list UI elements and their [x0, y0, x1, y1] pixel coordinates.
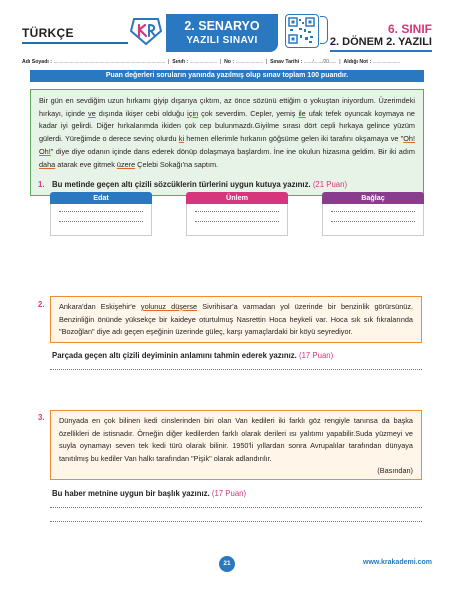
question-3-text: Bu haber metnine uygun bir başlık yazınız. (17 Puan)	[52, 489, 247, 498]
question-1-text: Bu metinde geçen altı çizili sözcüklerin türlerini uygun kutuya yazınız. (21 Puan)	[52, 180, 348, 189]
answer-area[interactable]	[322, 204, 424, 236]
class-field[interactable]: Sınıfı : ......................	[172, 59, 217, 65]
question-3-number: 3.	[38, 413, 45, 422]
qr-code-icon[interactable]	[285, 14, 319, 48]
question-2-answer-line[interactable]	[50, 369, 422, 370]
underlined-word: ile	[298, 108, 306, 118]
term-label: 2. DÖNEM 2. YAZILI	[329, 36, 432, 48]
grade-label: 6. SINIF	[387, 22, 432, 36]
underlined-word: Oh! Oh!	[39, 134, 415, 156]
student-info-row: Adı Soyadı : .......................................................................................... | Sınıfı : ...................... | No : ...................... | Sınav Tarihi : ......./......./20...... | Aldığı Not : ......................	[22, 59, 400, 65]
source-label: (Basından)	[377, 466, 413, 475]
website-link[interactable]: www.krakademi.com	[363, 559, 432, 566]
underlined-idiom: yolunuz düşerse	[140, 302, 198, 311]
category-label: Bağlaç	[322, 192, 424, 204]
question-1-number: 1.	[38, 180, 45, 189]
subject-title: TÜRKÇE	[22, 26, 74, 40]
question-2-number: 2.	[38, 300, 45, 309]
header-rule-left	[22, 42, 128, 44]
qr-frame-decoration	[320, 16, 328, 44]
publisher-logo-icon	[128, 16, 164, 46]
underlined-word: üzere	[116, 159, 136, 169]
banner-title: 2. SENARYO	[184, 19, 260, 33]
underlined-word: daha	[39, 159, 56, 169]
banner-subtitle: YAZILI SINAVI	[186, 35, 258, 46]
number-field[interactable]: No : ......................	[224, 59, 263, 65]
exam-date-field[interactable]: Sınav Tarihi : ......./......./20......	[270, 59, 337, 65]
question-3-answer-line[interactable]	[50, 521, 422, 522]
grade-received-field[interactable]: Aldığı Not : ......................	[343, 59, 400, 65]
student-name-field[interactable]: Adı Soyadı : ..........................................................................................	[22, 59, 166, 65]
exam-banner	[166, 14, 278, 52]
page-header	[0, 0, 454, 56]
header-rule-right	[330, 50, 432, 52]
category-box-baglac[interactable]	[322, 192, 424, 236]
category-label: Edat	[50, 192, 152, 204]
underlined-word: ki	[178, 134, 185, 144]
answer-area[interactable]	[50, 204, 152, 236]
page-number: 21	[219, 556, 235, 572]
reading-passage: Bir gün en sevdiğim uzun hırkamı giyip dışarıya çıktım, az önce sözünü ettiğim o yokuştan iniyordum. Üzerimdeki hırkayı, içinde ve dışında ikişer cebi olduğu için çok severdim. Cepler, yemiş ile ufak tefek oyuncak koymaya ne kadar iyi gelirdi. Diğer hırkalarımda ikiden çok cep bulunmazdı.Giyilme sırası dört cepli hırkaya gelince yüzüm gülerdi. Yüreğimde o derece sevinç olurdu ki hemen ellerimle hırkanın göğsüme gelen iki tarafını okşamaya ve "Oh! Oh!" diye diye odanın içinde dans ederek dönüp dolaşmaya başlardım. İne ine okulun hizasına geldim. Bir iki adım daha atarak eve gitmek üzere Çelebi Sokağı'na saptım.	[30, 89, 424, 196]
answer-area[interactable]	[186, 204, 288, 236]
underlined-word: ve	[88, 108, 96, 118]
question-2-text: Parçada geçen altı çizili deyiminin anlamını tahmin ederek yazınız. (17 Puan)	[52, 351, 334, 360]
question-3-answer-line[interactable]	[50, 507, 422, 508]
points-notice: Puan değerleri soruların yanında yazılmış olup sınav toplam 100 puandır.	[30, 70, 424, 82]
category-label: Ünlem	[186, 192, 288, 204]
question-3-passage: Dünyada en çok bilinen kedi cinslerinden biri olan Van kedileri iki farklı göz rengiyle tanınsa da başka özellikleri de istisnadır. Örneğin diğer kedilerden farklı olarak derileri ısı yalıtımı yapabilir.Suda yüzmeyi ve suyla oynamayı seven tek kedi türü olarak bilinir. 1950'li yıllardan sonra Avrupalılar tarafından dünyaya tanıtılmış bu kediler Van halkı tarafından "Pişik" olarak adlandırılır. (Basından)	[50, 410, 422, 480]
underlined-word: için	[187, 108, 199, 118]
question-2-passage: Ankara'dan Eskişehir'e yolunuz düşerse Sivrihisar'a varmadan yol üzerinde bir benzinlik görürsünüz. Benzinliğin önünde yüksekçe bir kaideye oturtulmuş Nasrettin Hoca heykeli var. Hoca sık sık fıkralarında "Bozoğlan" diye adı geçen eşeğinin üzerinde güleç, karşı yamaçlardaki bir köyü seyrediyor.	[50, 296, 422, 343]
category-box-edat[interactable]	[50, 192, 152, 236]
category-box-unlem[interactable]	[186, 192, 288, 236]
